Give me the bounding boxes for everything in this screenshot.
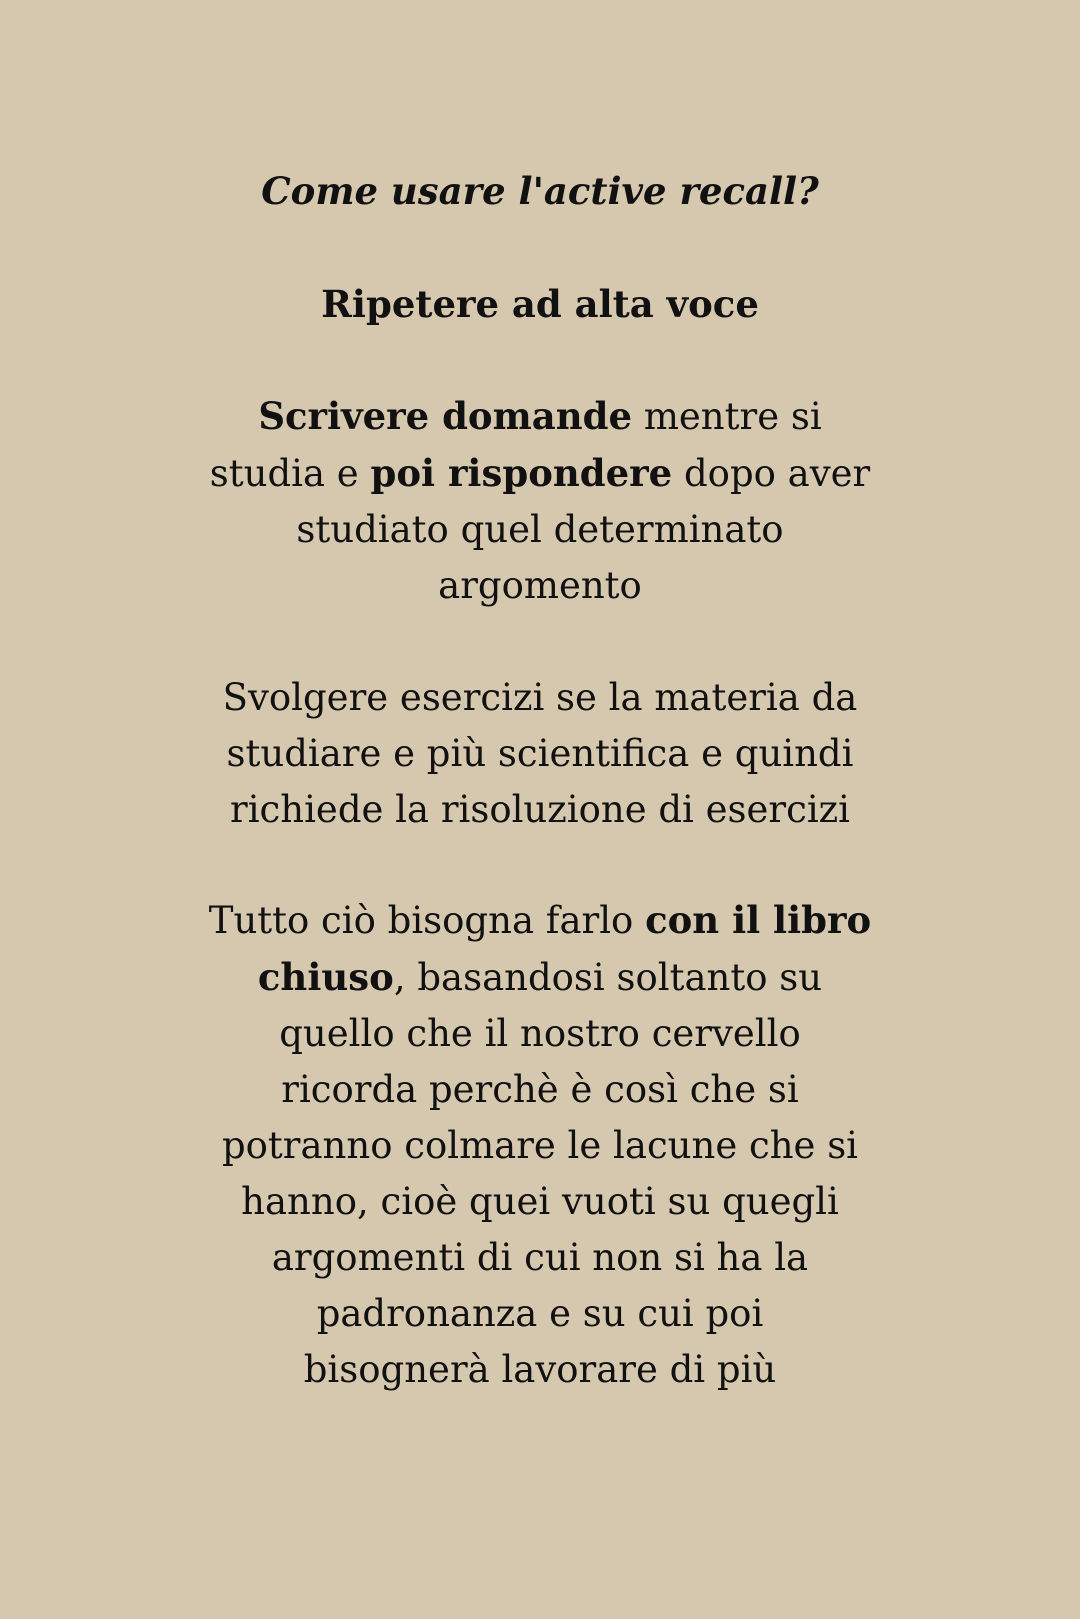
paragraph-line: richiede la risoluzione di esercizi [230, 788, 850, 831]
paragraph-line [200, 445, 880, 502]
body-text: dopo aver [672, 452, 871, 495]
emphasis-text: poi rispondere [370, 451, 673, 495]
body-text: studia e [209, 452, 371, 495]
emphasis-text: Scrivere domande [258, 394, 633, 438]
paragraph-closed-book [200, 892, 880, 1398]
paragraph-line [200, 892, 880, 949]
paragraph-line: padronanza e su cui poi [316, 1292, 764, 1335]
page-title [200, 163, 880, 219]
paragraph-line: bisognerà lavorare di più [303, 1348, 777, 1391]
paragraph-line: argomento [438, 564, 642, 607]
paragraph-line: Svolgere esercizi se la materia da [222, 676, 858, 719]
title-text: Come usare l'active recall? [261, 169, 819, 213]
paragraph-line: quello che il nostro cervello [279, 1012, 801, 1055]
paragraph-line [200, 949, 880, 1006]
emphasis-text: chiuso [257, 955, 394, 999]
section-heading [200, 276, 880, 332]
body-text: , basandosi soltanto su [393, 956, 823, 999]
paragraph-line: ricorda perchè è così che si [281, 1068, 799, 1111]
body-text: Tutto ciò bisogna farlo [208, 899, 646, 942]
paragraph-line: potranno colmare le lacune che si [221, 1124, 859, 1167]
paragraph-line [200, 388, 880, 445]
paragraph-line: studiato quel determinato [296, 508, 784, 551]
paragraph-questions [200, 388, 880, 614]
subtitle-text: Ripetere ad alta voce [321, 282, 759, 326]
emphasis-text: con il libro [645, 898, 872, 942]
paragraph-line: studiare e più scientifica e quindi [226, 732, 854, 775]
paragraph-line: hanno, cioè quei vuoti su quegli [241, 1180, 839, 1223]
body-text: mentre si [632, 395, 822, 438]
paragraph-exercises [200, 670, 880, 838]
paragraph-line: argomenti di cui non si ha la [271, 1236, 809, 1279]
